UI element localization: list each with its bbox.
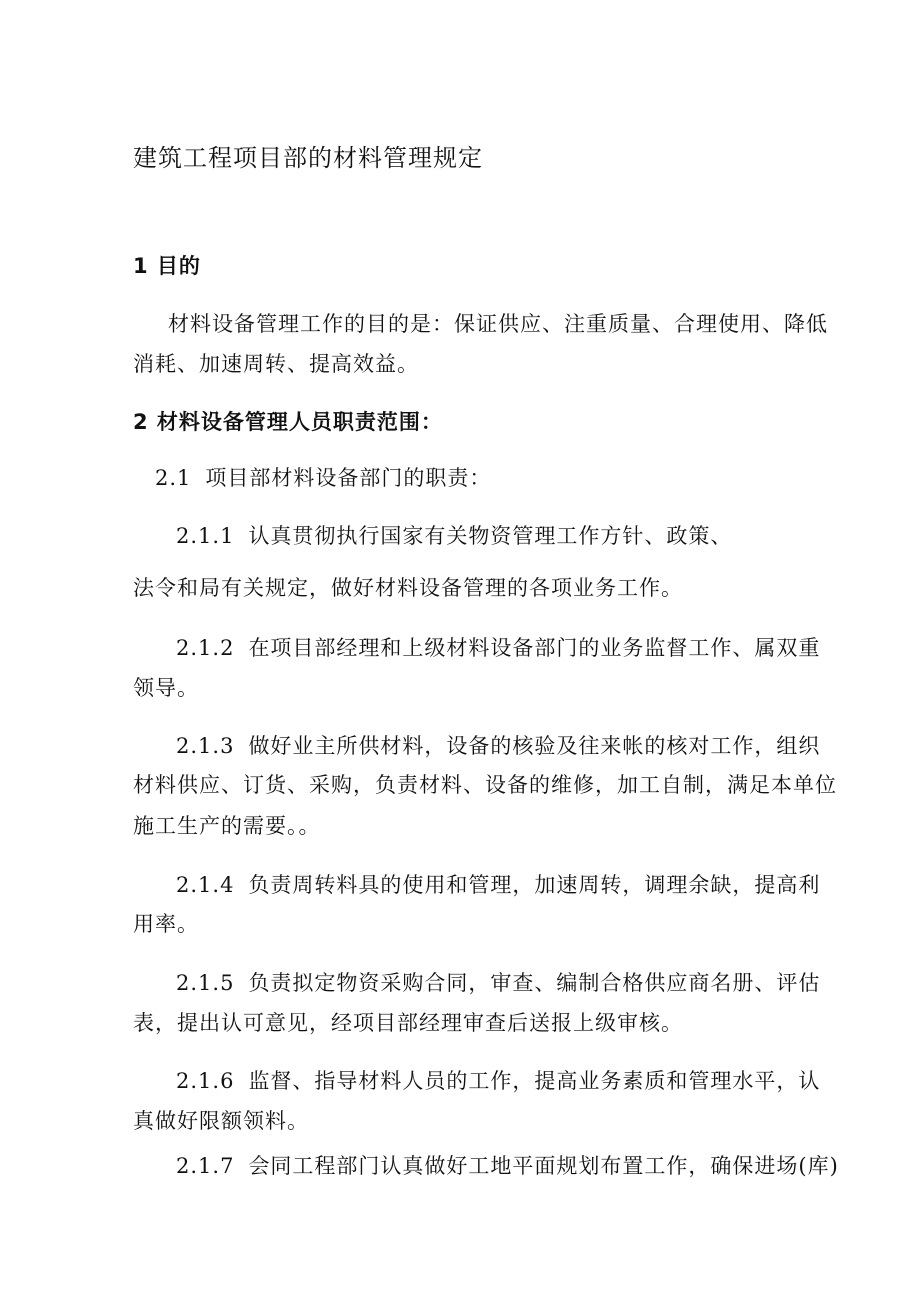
section-2-heading: 2 材料设备管理人员职责范围： bbox=[133, 410, 443, 434]
subsection-text: 项目部材料设备部门的职责： bbox=[205, 466, 492, 490]
item-2-1-2-line2: 领导。 bbox=[133, 676, 199, 700]
item-2-1-4-line1 bbox=[176, 871, 820, 899]
item-text: 会同工程部门认真做好工地平面规划布置工作，确保进场(库) bbox=[248, 1154, 839, 1178]
item-number: 2.1.6 bbox=[176, 1069, 235, 1093]
item-number: 2.1.5 bbox=[176, 971, 235, 995]
subsection-2-1 bbox=[155, 464, 491, 492]
item-2-1-1-line1 bbox=[176, 522, 732, 550]
item-text: 在项目部经理和上级材料设备部门的业务监督工作、属双重 bbox=[248, 636, 821, 660]
section-1-body-line2: 消耗、加速周转、提高效益。 bbox=[133, 352, 419, 376]
section-1-heading: 1 目的 bbox=[133, 254, 201, 278]
item-text: 认真贯彻执行国家有关物资管理工作方针、政策、 bbox=[248, 524, 733, 548]
item-2-1-5-line1 bbox=[176, 969, 820, 997]
page-title: 建筑工程项目部的材料管理规定 bbox=[133, 144, 483, 172]
item-2-1-1-line2: 法令和局有关规定，做好材料设备管理的各项业务工作。 bbox=[133, 576, 683, 600]
item-text: 负责拟定物资采购合同，审查、编制合格供应商名册、评估 bbox=[248, 971, 821, 995]
item-2-1-6-line1 bbox=[176, 1067, 820, 1095]
item-text: 监督、指导材料人员的工作，提高业务素质和管理水平，认 bbox=[248, 1069, 821, 1093]
item-2-1-3-line2: 材料供应、订货、采购，负责材料、设备的维修，加工自制，满足本单位 bbox=[133, 773, 837, 797]
item-2-1-7-line1 bbox=[176, 1152, 839, 1180]
item-number: 2.1.4 bbox=[176, 873, 235, 897]
item-2-1-3-line3: 施工生产的需要。。 bbox=[133, 814, 321, 838]
item-number: 2.1.3 bbox=[176, 734, 235, 758]
item-text: 做好业主所供材料，设备的核验及往来帐的核对工作，组织 bbox=[248, 734, 821, 758]
item-2-1-4-line2: 用率。 bbox=[133, 912, 199, 936]
item-text: 负责周转料具的使用和管理，加速周转，调理余缺，提高利 bbox=[248, 873, 821, 897]
subsection-number: 2.1 bbox=[155, 466, 192, 490]
item-2-1-5-line2: 表，提出认可意见，经项目部经理审查后送报上级审核。 bbox=[133, 1011, 683, 1035]
item-number: 2.1.2 bbox=[176, 636, 235, 660]
item-2-1-3-line1 bbox=[176, 732, 820, 760]
item-2-1-6-line2: 真做好限额领料。 bbox=[133, 1109, 309, 1133]
item-number: 2.1.1 bbox=[176, 524, 235, 548]
item-2-1-2-line1 bbox=[176, 634, 820, 662]
item-number: 2.1.7 bbox=[176, 1154, 235, 1178]
section-1-body-line1: 材料设备管理工作的目的是：保证供应、注重质量、合理使用、降低 bbox=[168, 312, 828, 336]
